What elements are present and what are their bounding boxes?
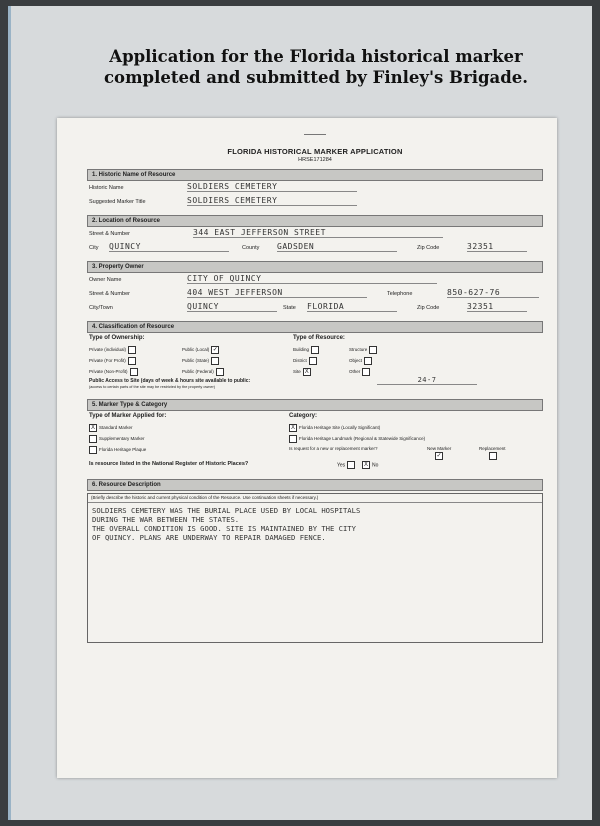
telephone-label: Telephone (387, 291, 413, 297)
ownership-option[interactable]: Private (Non-Profit) (89, 368, 138, 376)
location-street-row (87, 227, 543, 241)
owner-name-label: Owner Name (89, 277, 122, 283)
marker-type-label: Type of Marker Applied for: (89, 413, 167, 419)
ownership-option[interactable]: Private (For Profit) (89, 357, 136, 365)
category-label: Category: (289, 413, 318, 419)
replacement-label: Replacement (479, 446, 506, 451)
marker-title-label: Suggested Marker Title (89, 199, 146, 205)
checkbox-checked[interactable]: X (363, 462, 368, 468)
category-option[interactable]: Florida Heritage Landmark (Regional & Statewide Significance) (289, 435, 425, 443)
street-label: Street & Number (89, 231, 130, 237)
marker-application-form (87, 130, 543, 643)
city-label: City (89, 245, 99, 251)
section-2-header: 2. Location of Resource (87, 215, 543, 227)
historic-name-row (87, 181, 543, 195)
replacement-checkbox[interactable] (489, 452, 497, 460)
historic-name-label: Historic Name (89, 185, 124, 191)
divider (304, 134, 326, 135)
checkbox[interactable] (347, 461, 355, 469)
resource-option[interactable]: Object (349, 357, 372, 365)
form-title: FLORIDA HISTORICAL MARKER APPLICATION (227, 147, 403, 156)
owner-city-label: City/Town (89, 305, 113, 311)
location-city-row (87, 241, 543, 255)
public-access-note: (access to certain parts of the site may be restricted by the property owner) (89, 385, 215, 389)
state-value: FLORIDA (307, 302, 397, 312)
new-marker-label: New Marker (427, 446, 452, 451)
resource-option[interactable]: District (293, 357, 317, 365)
section-4-header: 4. Classification of Resource (87, 321, 543, 333)
checkbox[interactable] (211, 357, 219, 365)
description-box (87, 493, 543, 643)
checkbox[interactable] (311, 346, 319, 354)
owner-street-row (87, 287, 543, 301)
section-6-header: 6. Resource Description (87, 479, 543, 491)
application-sheet (57, 118, 557, 778)
public-access-label: Public Access to Site (days of week & hours site available to public: (89, 378, 251, 384)
resource-option[interactable]: Structure (349, 346, 377, 354)
description-text: SOLDIERS CEMETERY WAS THE BURIAL PLACE USED BY LOCAL HOSPITALS DURING THE WAR BETWEEN THE STATES. THE OVERALL CONDITION IS GOOD. SITE IS MAINTAINED BY THE CITY OF QUINCY. PLANS ARE UNDERWAY TO REPAIR DAMAGED FENCE. (92, 506, 361, 542)
ownership-option[interactable]: Public (Federal) (182, 368, 224, 376)
owner-street-label: Street & Number (89, 291, 130, 297)
historic-name-value: SOLDIERS CEMETERY (187, 182, 357, 192)
owner-zip-value: 32351 (467, 302, 527, 312)
street-value: 344 EAST JEFFERSON STREET (193, 228, 443, 238)
checkbox[interactable] (289, 435, 297, 443)
resource-option[interactable]: Building (293, 346, 319, 354)
new-marker-checkbox[interactable]: ✓ (436, 453, 442, 459)
resource-option[interactable]: Other (349, 368, 370, 376)
checkbox[interactable] (216, 368, 224, 376)
checkbox[interactable] (89, 435, 97, 443)
ownership-type-label: Type of Ownership: (89, 335, 145, 341)
ownership-option[interactable]: Public (Local) ✓ (182, 347, 218, 353)
checkbox-checked[interactable]: ✓ (212, 347, 218, 353)
state-label: State (283, 305, 296, 311)
nr-no-option[interactable]: X No (363, 462, 379, 469)
owner-name-row (87, 273, 543, 287)
national-register-label: Is resource listed in the National Register of Historic Places? (89, 461, 249, 467)
section-1-header: 1. Historic Name of Resource (87, 169, 543, 181)
telephone-value: 850-627-76 (447, 288, 539, 298)
resource-option[interactable]: Site X (293, 369, 309, 375)
ownership-option[interactable]: Public (State) (182, 357, 219, 365)
section-3-header: 3. Property Owner (87, 261, 543, 273)
ownership-option[interactable]: Private (individual) (89, 346, 136, 354)
classification-block (87, 333, 543, 393)
description-note: (Briefly describe the historic and current physical condition of the Resource. Use continuation sheets if necessary.) (88, 494, 542, 503)
request-label: Is request for a new or replacement marker? (289, 446, 378, 451)
marker-title-value: SOLDIERS CEMETERY (187, 196, 357, 206)
display-board (8, 6, 592, 820)
resource-type-label: Type of Resource: (293, 335, 345, 341)
county-value: GADSDEN (277, 242, 397, 252)
owner-zip-label: Zip Code (417, 305, 440, 311)
caption: Application for the Florida historical marker completed and submitted by Finley's Brigade. (104, 47, 528, 87)
checkbox[interactable] (309, 357, 317, 365)
marker-type-option[interactable]: Florida Heritage Plaque (89, 446, 146, 454)
section-5-header: 5. Marker Type & Category (87, 399, 543, 411)
checkbox[interactable] (130, 368, 138, 376)
owner-name-value: CITY OF QUINCY (187, 274, 437, 284)
nr-yes-option[interactable]: Yes (337, 461, 355, 469)
checkbox[interactable] (128, 357, 136, 365)
zip-value: 32351 (467, 242, 527, 252)
marker-type-block (87, 411, 543, 473)
city-value: QUINCY (109, 242, 229, 252)
owner-city-row (87, 301, 543, 315)
owner-street-value: 404 WEST JEFFERSON (187, 288, 367, 298)
form-ref: HRSE171284 (298, 157, 332, 163)
owner-city-value: QUINCY (187, 302, 277, 312)
marker-title-row (87, 195, 543, 209)
checkbox-checked[interactable]: X (304, 369, 309, 375)
checkbox[interactable] (89, 446, 97, 454)
county-label: County (242, 245, 260, 251)
public-access-value: 24-7 (377, 376, 477, 385)
checkbox[interactable] (369, 346, 377, 354)
marker-type-option[interactable]: Supplementary Marker (89, 435, 145, 443)
checkbox[interactable] (362, 368, 370, 376)
checkbox[interactable] (364, 357, 372, 365)
marker-type-option[interactable]: X Standard Marker (90, 425, 133, 431)
zip-label: Zip Code (417, 245, 440, 251)
checkbox-checked[interactable]: X (290, 425, 295, 431)
checkbox[interactable] (128, 346, 136, 354)
category-option[interactable]: X Florida Heritage Site (Locally Significant) (290, 425, 381, 431)
checkbox-checked[interactable]: X (90, 425, 95, 431)
